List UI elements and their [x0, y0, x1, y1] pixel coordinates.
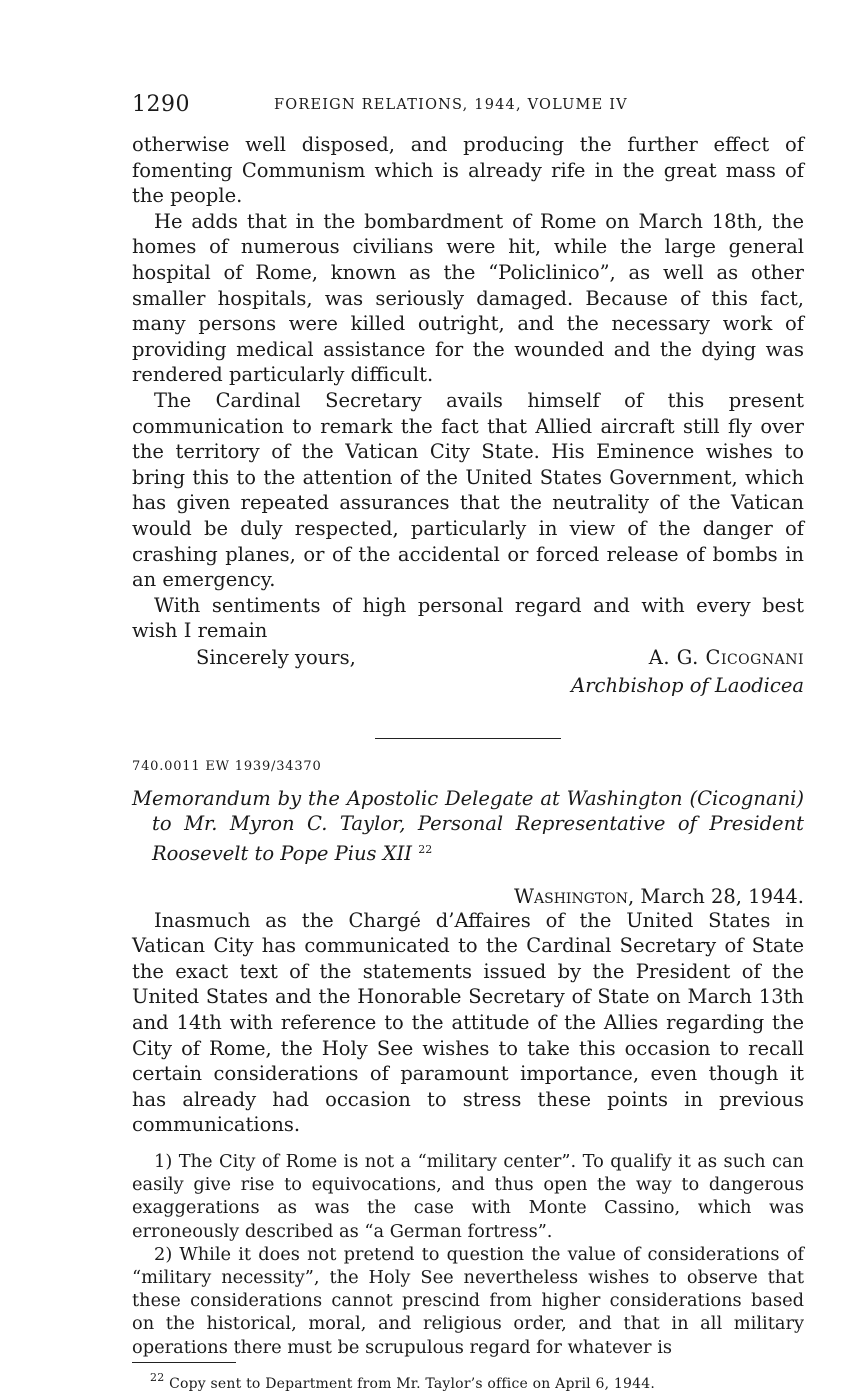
memo-heading — [132, 786, 804, 867]
dateline-date: , March 28, 1944. — [627, 884, 804, 908]
letter-paragraph-aircraft: The Cardinal Secretary avails himself of this present communication to remark the fact that Allied aircraft still fly over the territory of the Vatican City State. His Eminence wishes to bring this to the attention of the United States Government, which has given repeated assurances that the neutrality of the Vatican would be duly respected, particularly in view of the danger of crashing planes, or of the accidental or forced release of bombs in an emergency. — [132, 388, 804, 592]
dateline-place: Washington — [513, 884, 628, 908]
memo-point-2: 2) While it does not pretend to question the value of considerations of “military necessity”, the Holy See nevertheless wishes to observe that these considerations cannot prescind from higher considerations based on the historical, moral, and religious order, and that in all military operations there must be scrupulous regard for whatever is — [132, 1243, 804, 1358]
footnote-text: Copy sent to Department from Mr. Taylor’s office on April 6, 1944. — [169, 1375, 655, 1392]
page-number: 1290 — [132, 92, 190, 117]
footnote-rule — [132, 1362, 236, 1363]
memo-point-1: 1) The City of Rome is not a “military center”. To qualify it as such can easily give rise to equivocations, and thus open the way to dangerous exaggerations as was the case with Monte Cassino, which was erroneously described as “a German fortress”. — [132, 1151, 804, 1242]
running-title: FOREIGN RELATIONS, 1944, VOLUME IV — [274, 97, 628, 113]
footnote-number: 22 — [150, 1370, 165, 1384]
letter-paragraph-continued: otherwise well disposed, and producing the further effect of fomenting Communism which is already rife in the great mass of the people. — [132, 133, 804, 208]
closing-phrase: Sincerely yours, — [196, 645, 356, 669]
letter-paragraph-sentiments: With sentiments of high personal regard and with every best wish I remain — [132, 593, 804, 643]
running-head — [132, 92, 804, 122]
signer-name: A. G. Cicognani — [648, 645, 804, 669]
document-page — [132, 92, 804, 1392]
memo-heading-text: Memorandum by the Apostolic Delegate at Washington (Cicognani) to Mr. Myron C. Taylor, Personal Representative of President Roosevelt to Pope Pius XII — [132, 786, 804, 866]
memo-paragraph-intro: Inasmuch as the Chargé d’Affaires of the United States in Vatican City has communicated to the Cardinal Secretary of State the exact text of the statements issued by the President of the United States and the Honorable Secretary of State on March 13th and 14th with reference to the attitude of the Allies regarding the City of Rome, the Holy See wishes to take this occasion to recall certain considerations of paramount importance, even though it has already had occasion to stress these points in previous communications. — [132, 908, 804, 1137]
letter-paragraph-bombardment: He adds that in the bombardment of Rome on March 18th, the homes of numerous civilians were hit, while the large general hospital of Rome, known as the “Policlinico”, as well as other smaller hospitals, was seriously damaged. Because of this fact, many persons were killed outright, and the necessary work of providing medical assistance for the wounded and the dying was rendered particularly difficult. — [132, 209, 804, 387]
footnote — [132, 1371, 804, 1392]
file-number: 740.0011 EW 1939/34370 — [132, 758, 322, 774]
section-divider — [375, 738, 561, 739]
signer-title: Archbishop of Laodicea — [571, 673, 804, 697]
dateline — [132, 885, 804, 908]
letter-closing — [132, 644, 804, 700]
footnote-reference: 22 — [418, 843, 433, 857]
